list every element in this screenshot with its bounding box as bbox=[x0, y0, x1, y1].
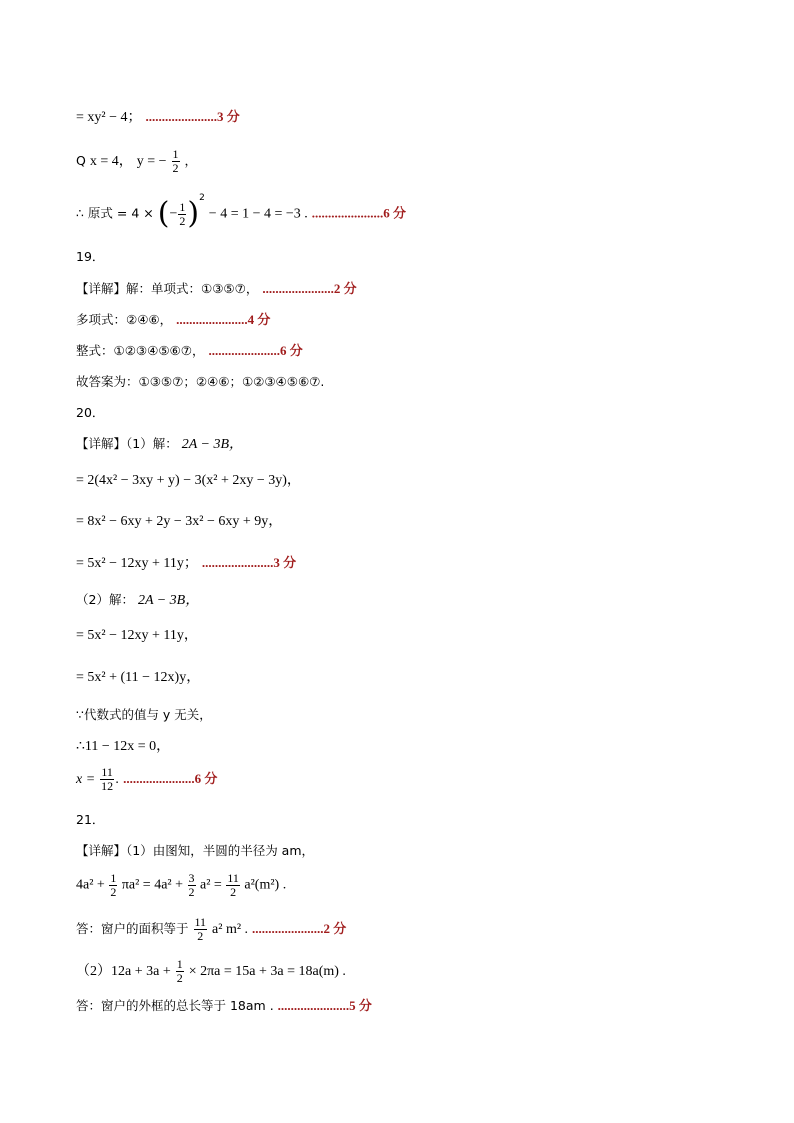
fraction-numerator: 1 bbox=[176, 957, 183, 971]
q20-part2-label: （2）解： bbox=[76, 592, 134, 607]
fraction bbox=[178, 201, 186, 228]
q19-polynomials bbox=[76, 311, 270, 329]
math-term: （2）12a + 3a + bbox=[76, 964, 171, 979]
q19-monomials bbox=[76, 280, 357, 298]
fraction bbox=[100, 766, 114, 793]
score-mark: ......................4 分 bbox=[176, 312, 271, 327]
minus-sign: − bbox=[169, 206, 178, 222]
fraction-numerator: 1 bbox=[179, 199, 186, 214]
math-term: πa² = 4a² + bbox=[121, 877, 183, 893]
fraction-numerator: 1 bbox=[110, 871, 117, 885]
q20-part1-label: 【详解】（1）解： bbox=[76, 436, 178, 451]
score-mark: ......................6 分 bbox=[208, 343, 303, 358]
fraction bbox=[188, 872, 196, 899]
q21-perimeter-answer bbox=[76, 997, 372, 1015]
score-mark: ......................2 分 bbox=[262, 281, 357, 296]
q20-part1-start bbox=[76, 435, 243, 454]
answer-text: 答：窗户的外框的总长等于 18am . bbox=[76, 998, 274, 1013]
math-term: a² = bbox=[200, 877, 222, 893]
q19-integral-text: 整式：①②③④⑤⑥⑦， bbox=[76, 343, 205, 358]
fraction bbox=[194, 916, 208, 943]
fraction-denominator: 2 bbox=[176, 971, 183, 985]
fraction-numerator: 3 bbox=[188, 871, 195, 885]
q20-solution bbox=[76, 766, 217, 793]
math-term: a² m² . bbox=[212, 922, 249, 937]
question-number-21: 21． bbox=[76, 812, 105, 827]
left-paren: ( bbox=[157, 196, 170, 231]
score-mark: ......................3 分 bbox=[201, 555, 297, 570]
math-term: 4a² + bbox=[76, 877, 105, 893]
q20-part2-step2: = 5x² + (11 − 12x)y， bbox=[76, 670, 201, 685]
fraction-numerator: 11 bbox=[227, 871, 239, 885]
right-paren: ) bbox=[187, 196, 200, 231]
math-expression: = 5x² − 12xy + 11y； bbox=[76, 556, 198, 571]
q20-step-expand: = 2(4x² − 3xy + y) − 3(x² + 2xy − 3y)， bbox=[76, 473, 301, 488]
comma: ， bbox=[184, 153, 197, 168]
math-expression: = xy² − 4； bbox=[76, 110, 142, 125]
math-x-value: x = 4， bbox=[89, 154, 133, 169]
fraction bbox=[176, 958, 184, 985]
q20-part2-step1: = 5x² − 12xy + 11y， bbox=[76, 628, 198, 643]
line-original-expression bbox=[76, 193, 407, 231]
score-mark: ......................3 分 bbox=[145, 109, 240, 124]
q19-integral-expressions bbox=[76, 342, 303, 360]
fraction-numerator: 11 bbox=[101, 765, 113, 779]
line-given-values bbox=[76, 148, 197, 175]
exponent: 2 bbox=[199, 193, 205, 204]
fraction-denominator: 2 bbox=[230, 885, 237, 899]
q20-step-distribute: = 8x² − 6xy + 2y − 3x² − 6xy + 9y， bbox=[76, 514, 283, 529]
fraction-denominator: 2 bbox=[197, 929, 204, 943]
fraction bbox=[226, 872, 240, 899]
score-mark: ......................5 分 bbox=[277, 998, 372, 1013]
fraction-denominator: 12 bbox=[101, 779, 114, 793]
question-number-19: 19． bbox=[76, 249, 105, 264]
q21-part1-start: 【详解】（1）由图知，半圆的半径为 am， bbox=[76, 843, 315, 858]
math-term: × 2πa = 15a + 3a = 18a(m) . bbox=[188, 964, 346, 979]
q20-equation: ∴11 − 12x = 0， bbox=[76, 739, 171, 754]
math-result: − 4 = 1 − 4 = −3 . bbox=[208, 206, 308, 222]
fraction-numerator: 11 bbox=[194, 915, 207, 929]
q21-area-calculation bbox=[76, 872, 286, 899]
original-expression-label: ∴ 原式 = 4 × bbox=[76, 205, 154, 221]
q19-monomials-text: 【详解】解：单项式：①③⑤⑦， bbox=[76, 281, 259, 296]
because-symbol: Q bbox=[76, 153, 86, 168]
q20-part2-start bbox=[76, 591, 199, 610]
fraction-denominator: 2 bbox=[188, 885, 195, 899]
fraction bbox=[109, 872, 117, 899]
line-xy2-minus-4 bbox=[76, 108, 240, 127]
fraction-numerator: 1 bbox=[172, 147, 179, 161]
q19-polynomials-text: 多项式：②④⑥， bbox=[76, 312, 173, 327]
fraction bbox=[172, 148, 180, 175]
math-term: a²(m²) . bbox=[244, 877, 287, 893]
q21-perimeter-calculation bbox=[76, 958, 346, 985]
score-mark: ......................6 分 bbox=[311, 205, 407, 221]
math-x-equals: x = bbox=[76, 772, 96, 787]
question-number-20: 20． bbox=[76, 405, 105, 420]
period: . bbox=[115, 771, 120, 786]
fraction-denominator: 2 bbox=[172, 161, 179, 175]
fraction-denominator: 2 bbox=[179, 213, 186, 228]
fraction-denominator: 2 bbox=[110, 885, 117, 899]
score-mark: ......................6 分 bbox=[123, 771, 218, 786]
math-y-value: y = − bbox=[136, 154, 167, 169]
math-expression: 2A − 3B， bbox=[181, 437, 244, 452]
q19-answer: 故答案为：①③⑤⑦；②④⑥；①②③④⑤⑥⑦. bbox=[76, 374, 325, 389]
score-mark: ......................2 分 bbox=[252, 921, 347, 936]
q20-condition: ∵代数式的值与 y 无关， bbox=[76, 707, 212, 722]
math-expression: 2A − 3B， bbox=[137, 593, 200, 608]
q20-step-result bbox=[76, 554, 296, 573]
q21-area-answer bbox=[76, 916, 346, 943]
answer-text: 答：窗户的面积等于 bbox=[76, 921, 189, 936]
